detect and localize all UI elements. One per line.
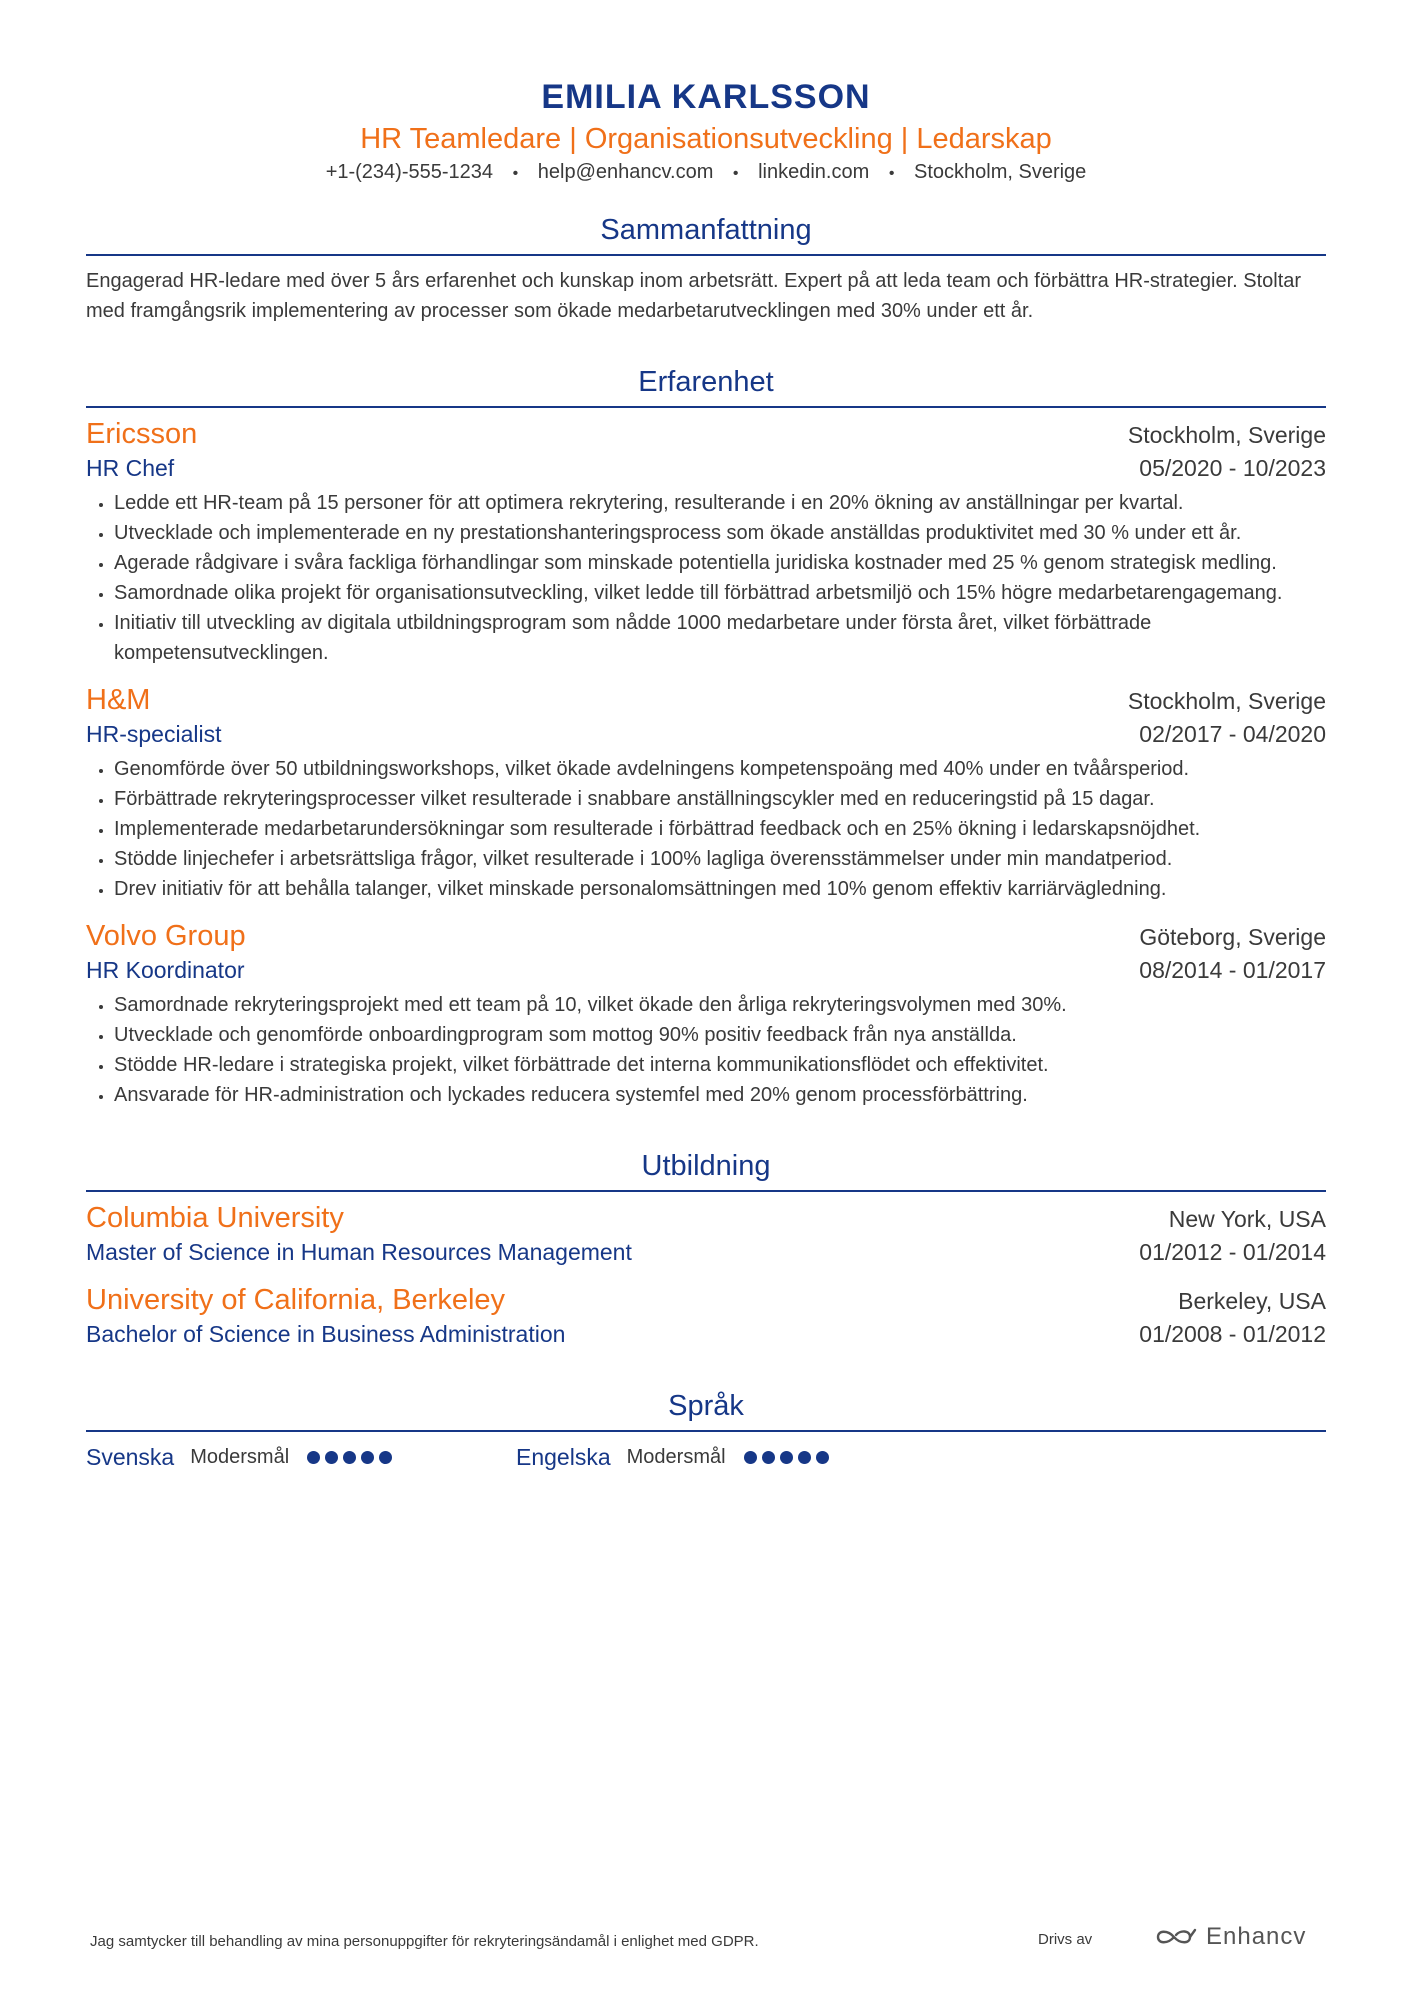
language-rating — [744, 1451, 829, 1464]
language-name: Svenska — [86, 1444, 175, 1470]
bullet-item: • Drev initiativ för att behålla talanger, vilket minskade personalomsättningen med 10% genom effektiv karriärvägledning. — [114, 874, 1326, 904]
location: Stockholm, Sverige — [914, 161, 1087, 183]
section-title: Erfarenhet — [86, 362, 1326, 408]
job-location: Stockholm, Sverige — [1127, 688, 1326, 714]
job-entry — [86, 416, 1326, 668]
school-name: University of California, Berkeley — [86, 1284, 506, 1316]
candidate-name: EMILIA KARLSSON — [541, 78, 871, 116]
rating-dot — [361, 1451, 374, 1464]
bullet-item: • Ledde ett HR-team på 15 personer för att optimera rekrytering, resulterande i en 20% ökning av anställningar per kvartal. — [114, 488, 1326, 518]
summary-section — [86, 210, 1326, 326]
rating-dot — [780, 1451, 793, 1464]
bullet-item: • Ansvarade för HR-administration och lyckades reducera systemfel med 20% genom processförbättring. — [114, 1080, 1326, 1110]
school-location: Berkeley, USA — [1178, 1288, 1326, 1314]
languages-section — [86, 1386, 1326, 1471]
summary-text: Engagerad HR-ledare med över 5 års erfarenhet och kunskap inom arbetsrätt. Expert på att leda team och förbättra HR-strategier. Stoltar med framgångsrik implementering av processer som ökade medarbetarutvecklingen med 30% under ett år. — [86, 270, 1302, 322]
footer — [90, 1923, 1410, 1963]
company-name: Volvo Group — [86, 920, 246, 952]
rating-dot — [325, 1451, 338, 1464]
bullet-item: • Samordnade olika projekt för organisationsutveckling, vilket ledde till förbättrad arbetsmiljö och 15% högre medarbetarengagemang. — [114, 578, 1326, 608]
linkedin: linkedin.com — [758, 161, 870, 183]
job-location: Stockholm, Sverige — [1127, 422, 1326, 448]
bullet-item: • Implementerade medarbetarundersökningar som resulterade i förbättrad feedback och en 25% ökning i ledarskapsnöjdhet. — [114, 814, 1326, 844]
resume-header — [86, 0, 1326, 188]
degree: Bachelor of Science in Business Administration — [86, 1321, 566, 1347]
separator: • — [732, 165, 739, 182]
rating-dot — [798, 1451, 811, 1464]
degree: Master of Science in Human Resources Management — [86, 1239, 632, 1265]
bullet-item: • Samordnade rekryteringsprojekt med ett team på 10, vilket ökade den årliga rekryteringsvolymen med 30%. — [114, 990, 1326, 1020]
company-name: H&M — [86, 684, 151, 716]
company-name: Ericsson — [86, 418, 198, 450]
job-bullets — [86, 488, 1326, 668]
job-bullets — [86, 754, 1326, 904]
job-dates: 02/2017 - 04/2020 — [1139, 721, 1326, 747]
language-item — [86, 1444, 516, 1471]
job-role: HR Chef — [86, 455, 175, 481]
job-dates: 05/2020 - 10/2023 — [1139, 455, 1326, 481]
education-entry — [86, 1282, 1326, 1350]
education-dates: 01/2008 - 01/2012 — [1139, 1321, 1326, 1347]
job-dates: 08/2014 - 01/2017 — [1139, 957, 1326, 983]
job-entry — [86, 918, 1326, 1110]
language-level: Modersmål — [626, 1446, 726, 1468]
language-level: Modersmål — [190, 1446, 290, 1468]
job-location: Göteborg, Sverige — [1139, 924, 1326, 950]
language-list — [86, 1444, 1326, 1471]
phone: +1-(234)-555-1234 — [325, 161, 494, 183]
job-bullets — [86, 990, 1326, 1110]
enhancv-brand-link[interactable] — [1154, 1923, 1306, 1951]
enhancv-logo-icon — [1154, 1926, 1198, 1948]
bullet-item: • Utvecklade och genomförde onboardingprogram som mottog 90% positiv feedback från nya anställda. — [114, 1020, 1326, 1050]
language-item — [516, 1444, 946, 1471]
school-location: New York, USA — [1168, 1206, 1326, 1232]
separator: • — [888, 165, 895, 182]
bullet-item: • Genomförde över 50 utbildningsworkshops, vilket ökade avdelningens kompetenspoäng med 40% under en tvåårsperiod. — [114, 754, 1326, 784]
candidate-headline: HR Teamledare | Organisationsutveckling | Ledarskap — [360, 123, 1052, 155]
rating-dot — [762, 1451, 775, 1464]
school-name: Columbia University — [86, 1202, 344, 1234]
rating-dot — [379, 1451, 392, 1464]
job-role: HR-specialist — [86, 721, 222, 747]
bullet-item: • Initiativ till utveckling av digitala utbildningsprogram som nådde 1000 medarbetare under första året, vilket förbättrade kompetensutvecklingen. — [114, 608, 1326, 668]
education-entry — [86, 1200, 1326, 1268]
rating-dot — [816, 1451, 829, 1464]
education-dates: 01/2012 - 01/2014 — [1139, 1239, 1326, 1265]
job-entry — [86, 682, 1326, 904]
resume-page — [86, 0, 1326, 1471]
bullet-item: • Stödde linjechefer i arbetsrättsliga frågor, vilket resulterade i 100% lagliga överensstämmelser under min mandatperiod. — [114, 844, 1326, 874]
rating-dot — [343, 1451, 356, 1464]
experience-section — [86, 362, 1326, 1110]
powered-by-label: Drivs av — [1038, 1931, 1093, 1948]
bullet-item: • Förbättrade rekryteringsprocesser vilket resulterade i snabbare anställningscykler med en reduceringstid på 15 dagar. — [114, 784, 1326, 814]
bullet-item: • Stödde HR-ledare i strategiska projekt, vilket förbättrade det interna kommunikationsflödet och effektivitet. — [114, 1050, 1326, 1080]
section-title: Språk — [86, 1386, 1326, 1432]
section-title: Sammanfattning — [86, 210, 1326, 256]
education-section — [86, 1146, 1326, 1350]
brand-name: Enhancv — [1206, 1923, 1307, 1950]
rating-dot — [744, 1451, 757, 1464]
language-name: Engelska — [516, 1444, 611, 1470]
language-rating — [307, 1451, 392, 1464]
contact-line — [86, 158, 1326, 188]
rating-dot — [307, 1451, 320, 1464]
job-role: HR Koordinator — [86, 957, 245, 983]
gdpr-consent: Jag samtycker till behandling av mina personuppgifter för rekryteringsändamål i enlighet med GDPR. — [90, 1933, 759, 1950]
bullet-item: • Agerade rådgivare i svåra fackliga förhandlingar som minskade potentiella juridiska kostnader med 25 % genom strategisk medling. — [114, 548, 1326, 578]
email: help@enhancv.com — [537, 161, 714, 183]
bullet-item: • Utvecklade och implementerade en ny prestationshanteringsprocess som ökade anställdas produktivitet med 30 % under ett år. — [114, 518, 1326, 548]
separator: • — [512, 165, 519, 182]
section-title: Utbildning — [86, 1146, 1326, 1192]
